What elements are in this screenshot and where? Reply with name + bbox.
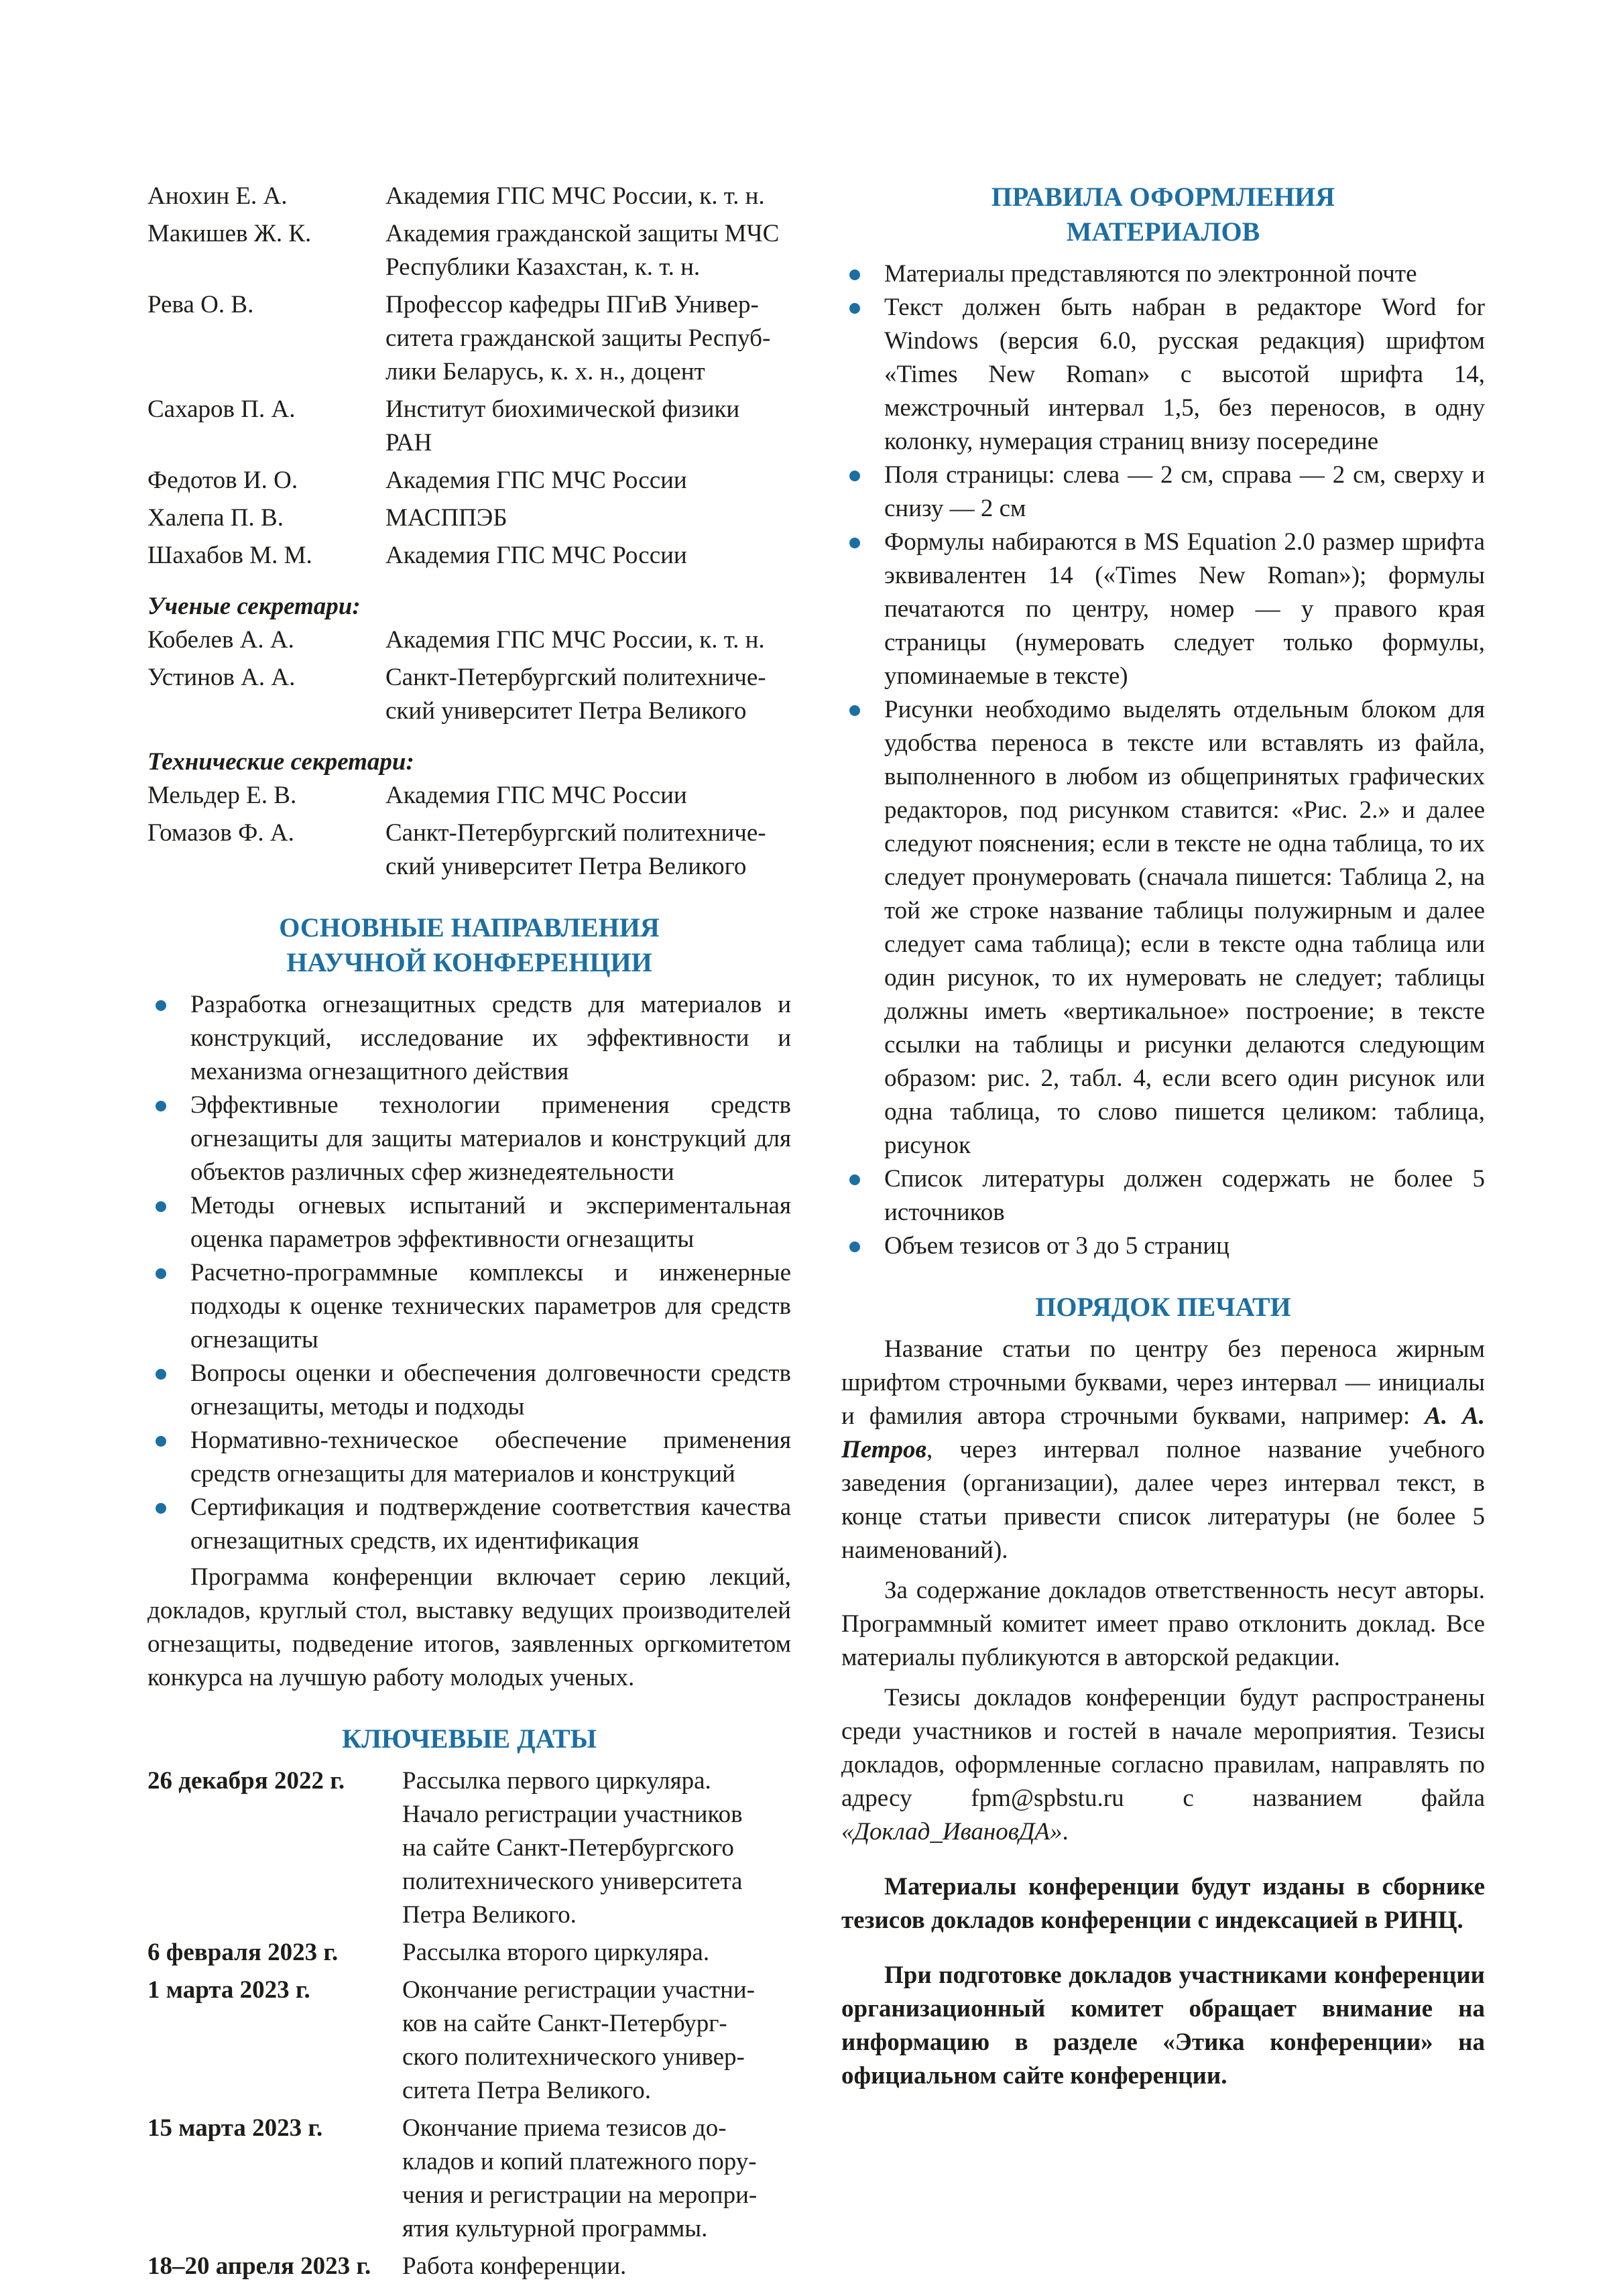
committee-list: [147, 180, 791, 572]
print-paragraph-3: [841, 1681, 1485, 1849]
list-item-text: Рисунки необходимо выделять отдельным блоком для удобства переноса в тексте или вставлять из файла, выполненного в любом из общепринятых графических редакторов, под рисунком ставится: «Рис. 2.» и далее следуют пояснения; если в тексте не одна таблица, то их следует пронумеровать (сначала пишется: Таблица 2, на той же строке название таблицы полужирным и далее следует сама таблица); если в тексте одна таблица или один рисунок, то их нумеровать не следует; таблицы должны иметь «вертикальное» построение; в тексте ссылки на таблицы и рисунки делаются следующим образом: рис. 2, табл. 4, если всего один рисунок или одна таблица, то слово пишется целиком: таблица, рисунок: [884, 696, 1485, 1159]
list-item-text: Эффективные технологии применения средств огнезащиты для защиты материалов и конструкций для объектов различных сфер жизнедеятельности: [190, 1091, 791, 1186]
rules-list: [841, 257, 1485, 1263]
list-item: [841, 459, 1485, 526]
key-dates-heading: КЛЮЧЕВЫЕ ДАТЫ: [342, 1724, 597, 1754]
bullet-icon: [156, 1436, 166, 1447]
bullet-icon: [849, 303, 860, 314]
committee-row: [147, 539, 791, 572]
bullet-icon: [156, 1201, 166, 1212]
print-order-heading: ПОРЯДОК ПЕЧАТИ: [1035, 1292, 1291, 1322]
bullet-icon: [849, 471, 860, 481]
left-column: [147, 180, 791, 2287]
list-item: [147, 1256, 791, 1357]
bullet-icon: [849, 269, 860, 280]
list-item-text: Нормативно-техническое обеспечение применения средств огнезащиты для материалов и конструкций: [190, 1427, 791, 1488]
list-item: [147, 1089, 791, 1189]
list-item: [147, 1189, 791, 1256]
list-item-text: Материалы представляются по электронной почте: [884, 260, 1417, 288]
ethics-note: При подготовке докладов участниками конференции организационный комитет обращает внимание на информацию в разделе «Этика конференции» на официальном сайте конференции.: [841, 1961, 1485, 2090]
member-affiliation: Академия ГПС МЧС России, к. т. н.: [385, 626, 765, 654]
date-event: Работа конференции.: [402, 2252, 627, 2280]
date-label: 15 марта 2023 г.: [147, 2114, 323, 2142]
secretary-row: [147, 661, 791, 728]
date-row: [147, 2112, 791, 2246]
right-column: [841, 180, 1485, 2093]
list-item-text: Объем тезисов от 3 до 5 страниц: [884, 1232, 1229, 1260]
secretary-row: [147, 779, 791, 812]
member-name: Анохин Е. А.: [147, 182, 288, 210]
author-example: А. А. Петров: [841, 1402, 1486, 1463]
bullet-icon: [156, 1000, 166, 1011]
committee-row: [147, 288, 791, 389]
date-event: Рассылка второго циркуляра.: [402, 1939, 710, 1966]
bullet-icon: [156, 1268, 166, 1279]
member-affiliation: Санкт-Петербургский политехниче- ский университет Петра Великого: [385, 664, 766, 725]
list-item: [841, 1162, 1485, 1229]
date-row: [147, 1936, 791, 1970]
print-paragraph-2: За содержание докладов ответственность несут авторы. Программный комитет имеет право отклонить доклад. Все материалы публикуются в авторской редакции.: [841, 1577, 1485, 1671]
committee-row: [147, 501, 791, 535]
date-label: 18–20 апреля 2023 г.: [147, 2252, 371, 2280]
member-name: Кобелев А. А.: [147, 626, 294, 654]
bullet-icon: [849, 538, 860, 548]
paragraph-text: .: [1062, 1818, 1069, 1846]
date-event: Рассылка первого циркуляра. Начало регистрации участников на сайте Санкт-Петербургского политехнического университета Петра Великого.: [402, 1767, 743, 1929]
date-row: [147, 1974, 791, 2108]
paragraph-text: Тезисы докладов конференции будут распространены среди участников и гостей в начале мероприятия. Тезисы докладов, оформленные согласно правилам, направлять по адресу fpm@spbstu.ru с названием файла: [841, 1684, 1485, 1812]
member-name: Макишев Ж. К.: [147, 220, 312, 247]
bullet-icon: [156, 1101, 166, 1111]
directions-heading: ОСНОВНЫЕ НАПРАВЛЕНИЯ НАУЧНОЙ КОНФЕРЕНЦИИ: [279, 912, 660, 977]
date-event: Окончание регистрации участни- ков на сайте Санкт-Петербург- ского политехнического универ- ситета Петра Великого.: [402, 1976, 755, 2104]
list-item-text: Поля страницы: слева — 2 см, справа — 2 см, сверху и снизу — 2 см: [884, 461, 1485, 522]
paragraph-text: Название статьи по центру без переноса жирным шрифтом строчными буквами, через интервал — инициалы и фамилия автора строчными буквами, например:: [841, 1335, 1485, 1430]
date-label: 1 марта 2023 г.: [147, 1976, 310, 2004]
list-item-text: Вопросы оценки и обеспечения долговечности средств огнезащиты, методы и подходы: [190, 1360, 791, 1421]
committee-row: [147, 217, 791, 284]
member-affiliation: Профессор кафедры ПГиВ Универ- ситета гражданской защиты Респуб- лики Беларусь, к. х. н., доцент: [385, 291, 771, 385]
member-affiliation: Институт биохимической физики РАН: [385, 396, 740, 457]
committee-row: [147, 180, 791, 213]
file-name-example: «Доклад_ИвановДА»: [841, 1818, 1063, 1846]
member-affiliation: Академия ГПС МЧС России: [385, 782, 687, 809]
bullet-icon: [849, 1242, 860, 1252]
member-affiliation: Санкт-Петербургский политехниче- ский университет Петра Великого: [385, 819, 766, 880]
committee-row: [147, 464, 791, 497]
paragraph-text: , через интервал полное название учебного заведения (организации), далее через интервал текст, в конце статьи привести список литературы (не более 5 наименований).: [841, 1436, 1485, 1564]
list-item: [147, 1424, 791, 1491]
technical-secretaries-heading: Технические секретари:: [147, 748, 414, 776]
member-name: Халепа П. В.: [147, 504, 284, 532]
secretary-row: [147, 817, 791, 884]
list-item: [841, 1229, 1485, 1263]
member-affiliation: Академия гражданской защиты МЧС Республики Казахстан, к. т. н.: [385, 220, 780, 281]
list-item-text: Сертификация и подтверждение соответствия качества огнезащитных средств, их идентификация: [190, 1494, 791, 1555]
bullet-icon: [849, 705, 860, 716]
list-item-text: Разработка огнезащитных средств для материалов и конструкций, исследование их эффективности и механизма огнезащитного действия: [190, 991, 791, 1085]
member-affiliation: Академия ГПС МЧС России: [385, 467, 687, 494]
date-row: [147, 2250, 791, 2283]
list-item-text: Расчетно-программные комплексы и инженерные подходы к оценке технических параметров для средств огнезащиты: [190, 1259, 791, 1353]
member-name: Мельдер Е. В.: [147, 782, 297, 809]
date-label: 6 февраля 2023 г.: [147, 1939, 339, 1966]
member-name: Устинов А. А.: [147, 664, 296, 691]
list-item-text: Методы огневых испытаний и экспериментальная оценка параметров эффективности огнезащиты: [190, 1192, 791, 1253]
date-row: [147, 1764, 791, 1932]
member-affiliation: Академия ГПС МЧС России: [385, 542, 687, 569]
secretary-row: [147, 623, 791, 657]
publication-note: Материалы конференции будут изданы в сборнике тезисов докладов конференции с индексацией в РИНЦ.: [841, 1873, 1485, 1934]
key-dates-list: [147, 1764, 791, 2283]
committee-row: [147, 393, 791, 460]
list-item-text: Текст должен быть набран в редакторе Word for Windows (версия 6.0, русская редакция) шрифтом «Times New Roman» с высотой шрифта 14, межстрочный интервал 1,5, без переносов, в одну колонку, нумерация страниц внизу посередине: [884, 294, 1485, 455]
member-affiliation: МАСППЭБ: [385, 504, 507, 532]
member-name: Шахабов М. М.: [147, 542, 312, 569]
print-paragraph-1: [841, 1333, 1485, 1567]
list-item: [841, 291, 1485, 459]
member-name: Федотов И. О.: [147, 467, 298, 494]
list-item-text: Список литературы должен содержать не более 5 источников: [884, 1165, 1485, 1226]
rules-heading: ПРАВИЛА ОФОРМЛЕНИЯ МАТЕРИАЛОВ: [991, 182, 1335, 247]
member-name: Сахаров П. А.: [147, 396, 296, 423]
list-item: [147, 1357, 791, 1424]
list-item: [147, 988, 791, 1089]
program-paragraph: Программа конференции включает серию лекций, докладов, круглый стол, выставку ведущих производителей огнезащиты, подведение итогов, заявленных оргкомитетом конкурса на лучшую работу молодых ученых.: [147, 1563, 791, 1691]
date-event: Окончание приема тезисов до- кладов и копий платежного пору- чения и регистрации на меропри- ятия культурной программы.: [402, 2114, 758, 2242]
scientific-secretaries-heading: Ученые секретари:: [147, 593, 361, 620]
bullet-icon: [156, 1369, 166, 1380]
list-item: [841, 526, 1485, 693]
list-item: [841, 257, 1485, 291]
directions-list: [147, 988, 791, 1558]
member-name: Гомазов Ф. А.: [147, 819, 294, 847]
list-item: [147, 1491, 791, 1558]
list-item-text: Формулы набираются в MS Equation 2.0 размер шрифта эквивалентен 14 («Times New Roman»); формулы печатаются по центру, номер — у правого края страницы (нумеровать следует только формулы, упоминаемые в тексте): [884, 528, 1485, 690]
date-label: 26 декабря 2022 г.: [147, 1767, 345, 1795]
member-affiliation: Академия ГПС МЧС России, к. т. н.: [385, 182, 765, 210]
bullet-icon: [849, 1174, 860, 1185]
list-item: [841, 693, 1485, 1162]
member-name: Рева О. В.: [147, 291, 254, 318]
bullet-icon: [156, 1503, 166, 1514]
